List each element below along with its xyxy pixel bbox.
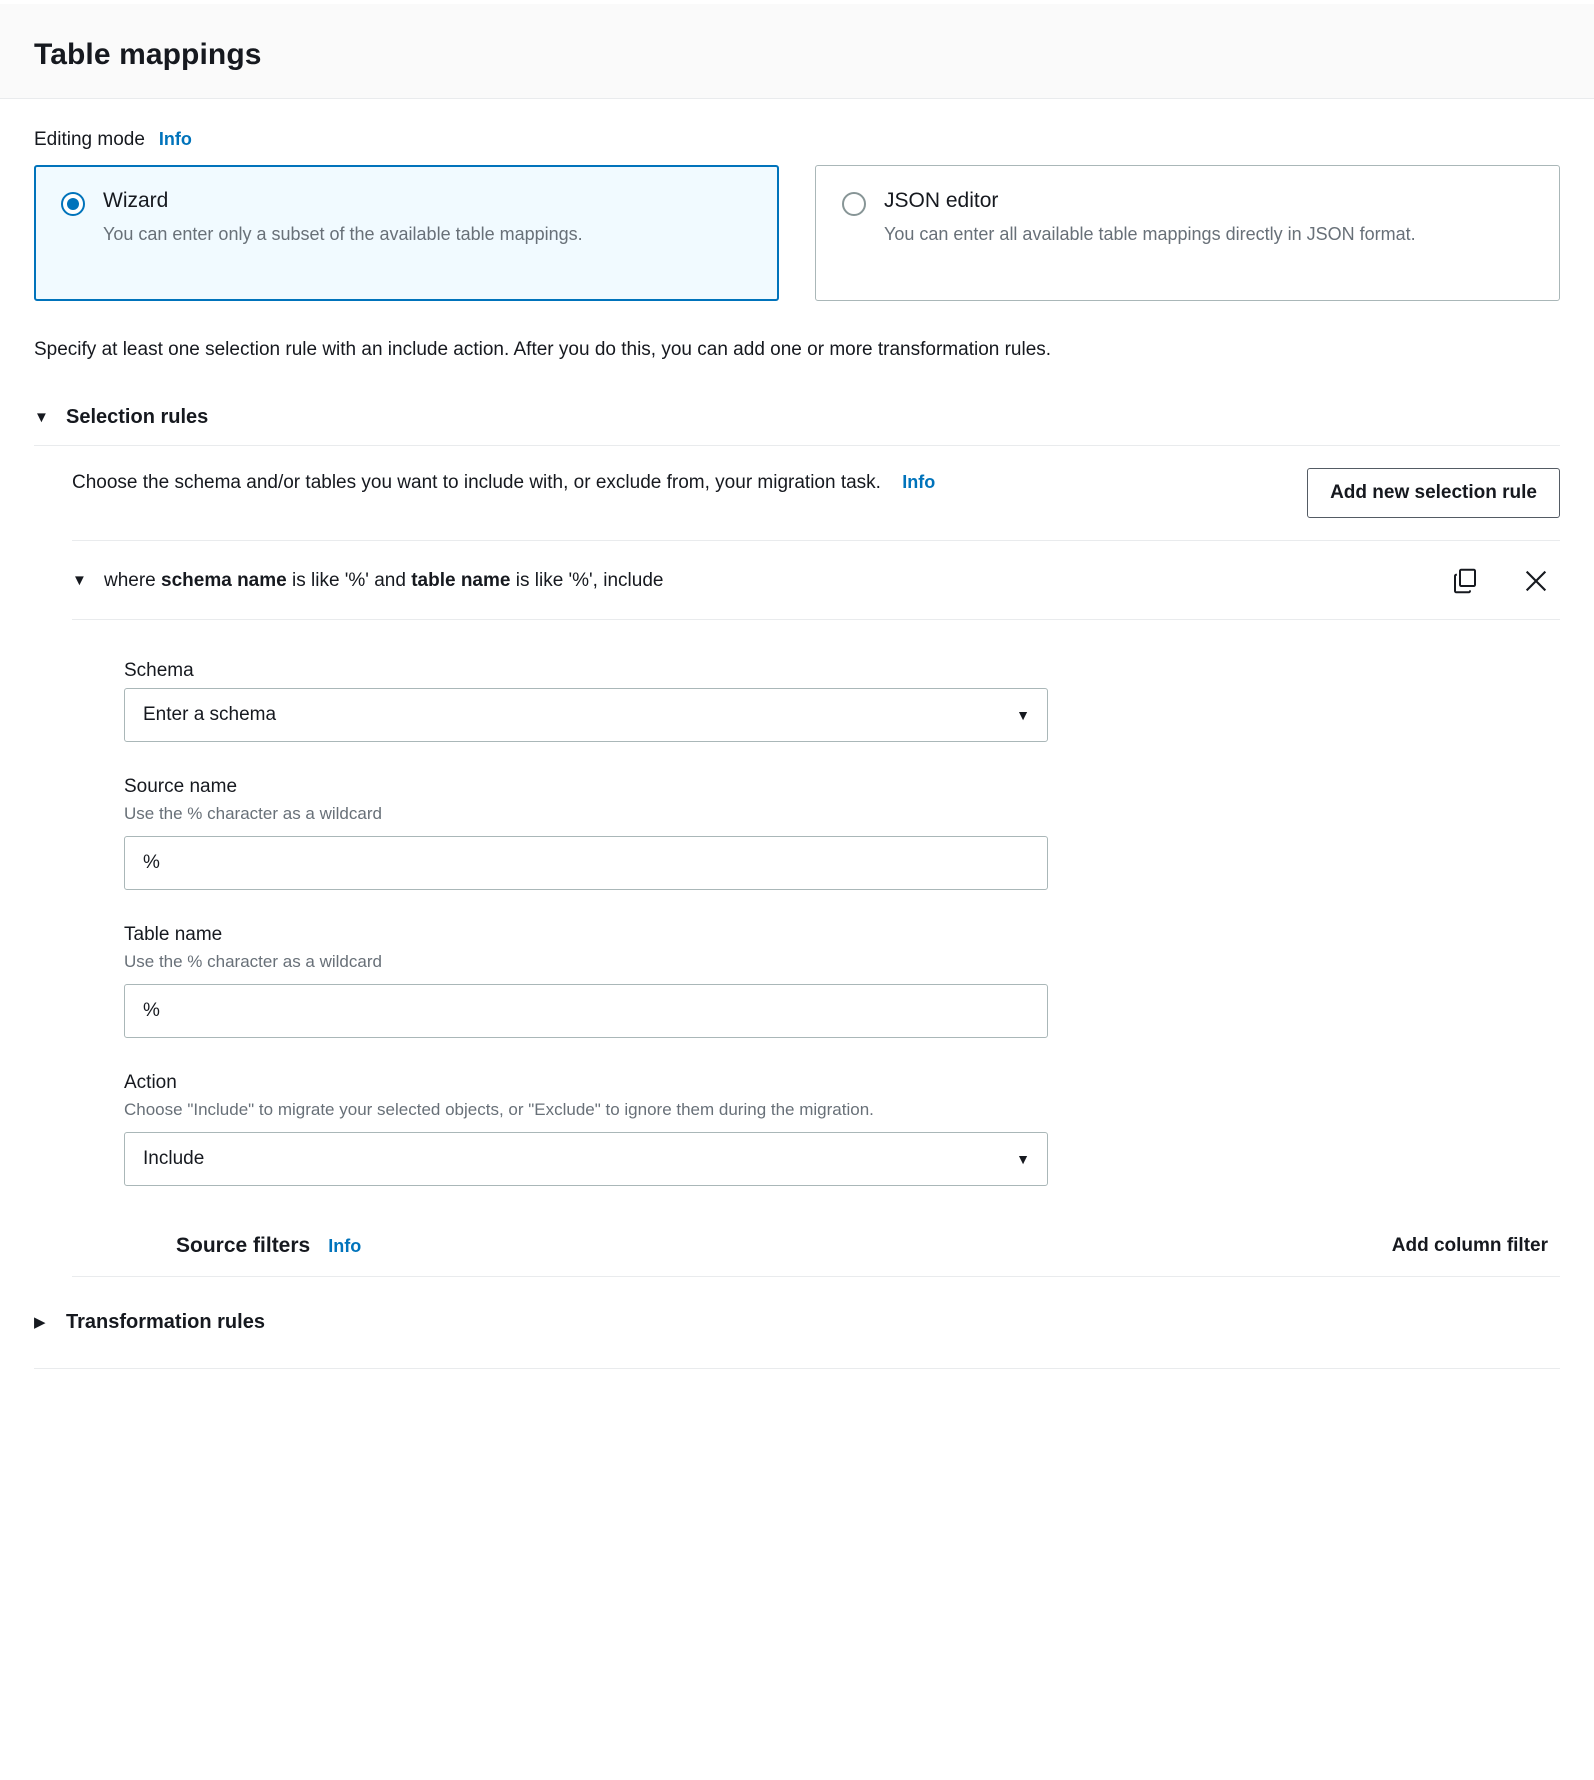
editing-mode-option-json-editor[interactable] <box>815 165 1560 301</box>
chevron-down-icon-selection-rules[interactable]: ▼ <box>34 408 49 426</box>
selection-rule-summary-schema-label: schema name <box>161 569 287 591</box>
action-select[interactable] <box>124 1132 1048 1186</box>
editing-mode-option-wizard[interactable] <box>34 165 779 301</box>
action-hint: Choose "Include" to migrate your selected objects, or "Exclude" to ignore them during the migration. <box>124 1099 874 1119</box>
schema-select[interactable] <box>124 688 1048 742</box>
source-filters-title: Source filters <box>176 1233 311 1257</box>
selection-rule-summary-prefix: where <box>104 569 162 591</box>
radio-icon-json-editor[interactable] <box>842 192 866 216</box>
selection-rules-body <box>34 446 1560 1277</box>
chevron-right-icon-transformation-rules[interactable]: ▶ <box>34 1313 46 1331</box>
source-name-label: Source name <box>124 775 238 797</box>
source-name-hint: Use the % character as a wildcard <box>124 803 382 823</box>
action-field-group <box>124 1072 1560 1186</box>
action-select-wrap <box>124 1132 1048 1186</box>
copy-icon[interactable] <box>1450 566 1480 596</box>
add-new-selection-rule-button[interactable]: Add new selection rule <box>1307 468 1560 518</box>
close-icon[interactable] <box>1520 565 1552 597</box>
editing-mode-option-wizard-text <box>103 188 752 248</box>
editing-mode-option-wizard-desc: You can enter only a subset of the available table mappings. <box>103 224 583 245</box>
editing-mode-option-json-editor-text <box>884 188 1533 248</box>
source-filters-info-link[interactable]: Info <box>328 1235 362 1256</box>
schema-field-group <box>124 660 1560 742</box>
selection-rules-section-header[interactable] <box>34 406 1560 446</box>
source-filters-left <box>176 1234 361 1258</box>
selection-rule-actions <box>1450 565 1560 597</box>
radio-icon-wizard[interactable] <box>61 192 85 216</box>
selection-rules-info-link[interactable]: Info <box>902 471 936 492</box>
schema-select-wrap <box>124 688 1048 742</box>
panel-header <box>0 4 1594 99</box>
selection-rule-body <box>72 620 1560 1186</box>
transformation-rules-title: Transformation rules <box>66 1310 265 1333</box>
page-title: Table mappings <box>34 38 262 71</box>
schema-label: Schema <box>124 659 194 681</box>
selection-rules-description-row <box>72 446 1560 541</box>
selection-rule-summary-mid: is like '%' and <box>286 569 412 591</box>
editing-mode-label: Editing mode <box>34 129 145 150</box>
editing-mode-option-json-editor-title: JSON editor <box>884 189 999 212</box>
source-name-field-group <box>124 776 1560 890</box>
editing-mode-options <box>34 165 1560 301</box>
selection-rules-title: Selection rules <box>66 405 209 428</box>
bottom-divider <box>34 1368 1560 1388</box>
source-filters-row <box>72 1220 1560 1277</box>
table-name-label: Table name <box>124 923 223 945</box>
table-name-field-group <box>124 924 1560 1038</box>
selection-rules-description-text: Choose the schema and/or tables you want to include with, or exclude from, your migration task. <box>72 471 881 493</box>
editing-mode-option-wizard-title: Wizard <box>103 189 169 212</box>
selection-rules-description <box>72 468 935 498</box>
transformation-rules-section-header[interactable] <box>34 1277 1560 1368</box>
chevron-down-icon-action: ▼ <box>1016 1150 1030 1167</box>
editing-mode-info-link[interactable]: Info <box>158 129 192 149</box>
action-label: Action <box>124 1071 177 1093</box>
editing-mode-label-row <box>34 129 1560 151</box>
add-column-filter-button[interactable]: Add column filter <box>1391 1234 1548 1256</box>
selection-rule-summary <box>104 570 1434 592</box>
intro-text: Specify at least one selection rule with an include action. After you do this, you can add one or more transformation rules. <box>34 339 1052 360</box>
table-name-input[interactable] <box>124 984 1048 1038</box>
chevron-down-icon-schema: ▼ <box>1016 706 1030 723</box>
table-name-hint: Use the % character as a wildcard <box>124 951 382 971</box>
selection-rule-header <box>72 541 1560 620</box>
selection-rule-summary-suffix: is like '%', include <box>510 569 664 591</box>
source-name-input[interactable] <box>124 836 1048 890</box>
selection-rule-summary-table-label: table name <box>411 569 511 591</box>
chevron-down-icon-selection-rule[interactable]: ▼ <box>72 572 87 590</box>
panel-body <box>0 99 1594 1388</box>
editing-mode-option-json-editor-desc: You can enter all available table mappings directly in JSON format. <box>884 224 1416 245</box>
